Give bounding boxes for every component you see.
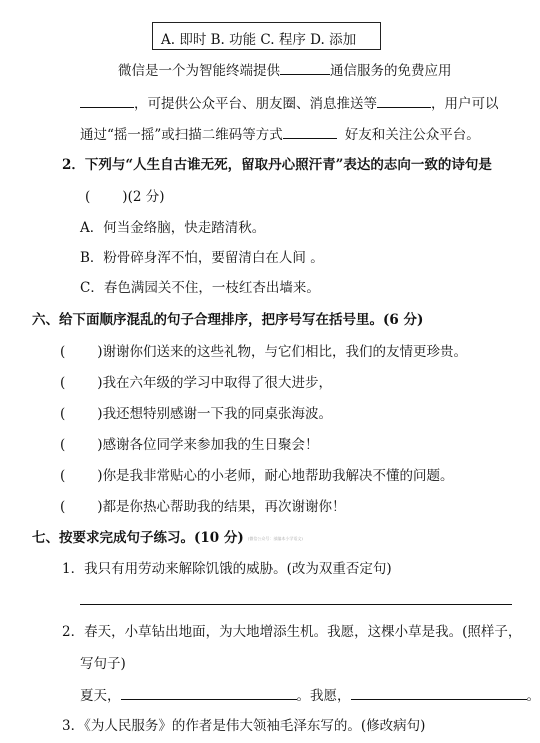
para-line-2 xyxy=(80,94,499,113)
list-item: ( )你是我非常贴心的小老师，耐心地帮助我解决不懂的问题。 xyxy=(60,468,454,484)
s7-q1: 1．我只有用劳动来解除饥饿的威胁。(改为双重否定句) xyxy=(62,561,392,577)
s7-q3: 3．《为人民服务》的作者是伟大领袖毛泽东写的。(修改病句) xyxy=(62,718,426,734)
summer-label: 夏天， xyxy=(80,688,121,704)
s7-q2-fill-line xyxy=(80,686,540,705)
list-item-text: 谢谢你们送来的这些礼物，与它们相比，我们的友情更珍贵。 xyxy=(102,344,468,360)
para-text: 通过“摇一摇”或扫描二维码等方式 xyxy=(80,127,283,143)
para-text: 通信服务的免费应用 xyxy=(330,63,452,79)
word-options: A. 即时 B. 功能 C. 程序 D. 添加 xyxy=(161,32,357,48)
watermark-text: (微信公众号：部编本小学语文) xyxy=(247,535,303,541)
section7-title-text: 七、按要求完成句子练习。(10 分) xyxy=(32,530,244,546)
paren-open: ( xyxy=(85,189,91,205)
answer-blank-3[interactable] xyxy=(377,94,431,108)
answer-blank-summer[interactable] xyxy=(121,686,297,700)
section7-title xyxy=(32,529,303,548)
s7-q2-line1: 2．春天，小草钻出地面，为大地增添生机。我愿，这棵小草是我。(照样子， xyxy=(62,624,522,640)
para-text: 好友和关注公众平台。 xyxy=(344,127,480,143)
wish-label: 。我愿， xyxy=(296,688,351,704)
answer-blank-1[interactable] xyxy=(280,61,330,75)
section6-title: 六、给下面顺序混乱的句子合理排序，把序号写在括号里。(6 分) xyxy=(32,312,424,328)
list-item: ( )我在六年级的学习中取得了很大进步， xyxy=(60,375,333,391)
q2-option-a: A．何当金络脑，快走踏清秋。 xyxy=(80,220,266,236)
answer-blank-2[interactable] xyxy=(80,94,134,108)
list-item: ( )都是你热心帮助我的结果，再次谢谢你！ xyxy=(60,499,346,515)
answer-blank-wish[interactable] xyxy=(351,686,527,700)
list-item-text: 我还想特别感谢一下我的同桌张海波。 xyxy=(102,406,333,422)
q2-answer-line xyxy=(85,188,164,206)
para-text: ，用户可以 xyxy=(431,96,499,112)
para-line-1 xyxy=(118,61,452,80)
q2-score: (2 分) xyxy=(127,189,165,205)
list-item: ( )我还想特别感谢一下我的同桌张海波。 xyxy=(60,406,333,422)
q2-stem: 2．下列与“人生自古谁无死，留取丹心照汗青”表达的志向一致的诗句是 xyxy=(62,157,492,173)
list-item-text: 你是我非常贴心的小老师，耐心地帮助我解决不懂的问题。 xyxy=(102,468,454,484)
q2-option-b: B．粉骨碎身浑不怕，要留清白在人间 。 xyxy=(80,250,324,266)
list-item: ( )感谢各位同学来参加我的生日聚会！ xyxy=(60,437,319,453)
period: 。 xyxy=(526,688,540,704)
paren-close: ) xyxy=(122,189,128,205)
list-item-text: 都是你热心帮助我的结果，再次谢谢你！ xyxy=(102,499,346,515)
word-options-box xyxy=(152,22,381,50)
list-item: ( )谢谢你们送来的这些礼物，与它们相比，我们的友情更珍贵。 xyxy=(60,344,468,360)
q2-option-c: C．春色满园关不住，一枝红杏出墙来。 xyxy=(80,280,320,296)
list-item-text: 我在六年级的学习中取得了很大进步， xyxy=(102,375,333,391)
list-item-text: 感谢各位同学来参加我的生日聚会！ xyxy=(102,437,319,453)
para-line-3 xyxy=(80,125,480,144)
s7-q2-line2: 写句子) xyxy=(80,656,126,672)
para-text: ，可提供公众平台、朋友圈、消息推送等 xyxy=(134,96,377,112)
para-text: 微信是一个为智能终端提供 xyxy=(118,63,280,79)
s7-q1-answer-line[interactable] xyxy=(80,604,512,605)
answer-blank-4[interactable] xyxy=(283,125,337,139)
